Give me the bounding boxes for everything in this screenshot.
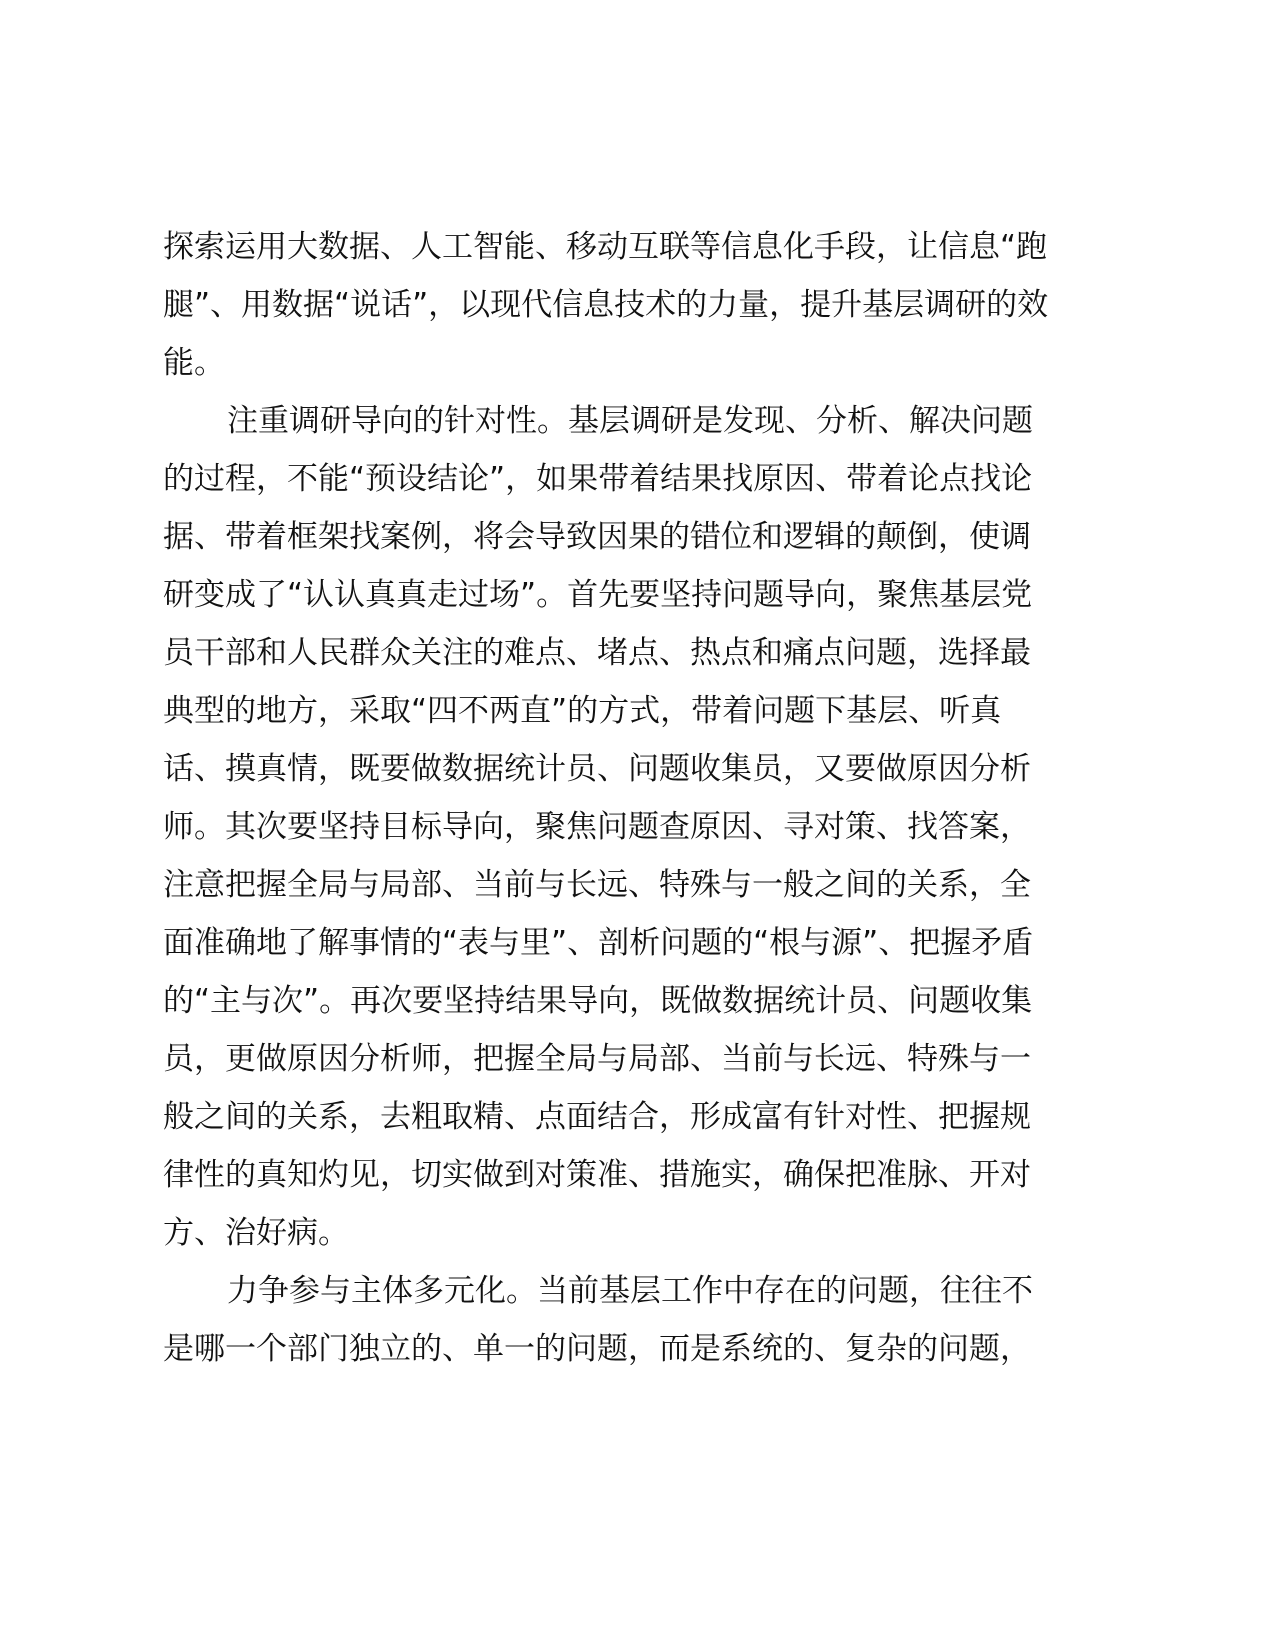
- text-line: 面准确地了解事情的“表与里”、剖析问题的“根与源”、把握矛盾: [163, 925, 1034, 961]
- text-line: 般之间的关系，去粗取精、点面结合，形成富有针对性、把握规: [163, 1099, 1031, 1135]
- text-line: 腿”、用数据“说话”，以现代信息技术的力量，提升基层调研的效: [163, 287, 1049, 323]
- text-line: 员干部和人民群众关注的难点、堵点、热点和痛点问题，选择最: [163, 635, 1031, 671]
- text-line: 典型的地方，采取“四不两直”的方式，带着问题下基层、听真: [163, 693, 1002, 729]
- paragraph-heading-line: 力争参与主体多元化。当前基层工作中存在的问题，往往不: [227, 1273, 1033, 1309]
- text-line: 研变成了“认认真真走过场”。首先要坚持问题导向，聚焦基层党: [163, 577, 1033, 613]
- text-line: 的“主与次”。再次要坚持结果导向，既做数据统计员、问题收集: [163, 983, 1033, 1019]
- text-line: 律性的真知灼见，切实做到对策准、措施实，确保把准脉、开对: [163, 1157, 1031, 1193]
- text-line: 员，更做原因分析师，把握全局与局部、当前与长远、特殊与一: [163, 1041, 1031, 1077]
- text-line: 探索运用大数据、人工智能、移动互联等信息化手段，让信息“跑: [163, 229, 1048, 265]
- text-line: 是哪一个部门独立的、单一的问题，而是系统的、复杂的问题，: [163, 1331, 1031, 1367]
- text-line: 据、带着框架找案例，将会导致因果的错位和逻辑的颠倒，使调: [163, 519, 1031, 555]
- text-line: 注意把握全局与局部、当前与长远、特殊与一般之间的关系，全: [163, 867, 1031, 903]
- text-line: 能。: [163, 345, 225, 381]
- paragraph-heading-line: 注重调研导向的针对性。基层调研是发现、分析、解决问题: [227, 403, 1033, 439]
- text-line: 方、治好病。: [163, 1215, 349, 1251]
- text-line: 师。其次要坚持目标导向，聚焦问题查原因、寻对策、找答案，: [163, 809, 1031, 845]
- text-line: 话、摸真情，既要做数据统计员、问题收集员，又要做原因分析: [163, 751, 1031, 787]
- body-text: [163, 218, 1123, 1378]
- text-line: 的过程，不能“预设结论”，如果带着结果找原因、带着论点找论: [163, 461, 1033, 497]
